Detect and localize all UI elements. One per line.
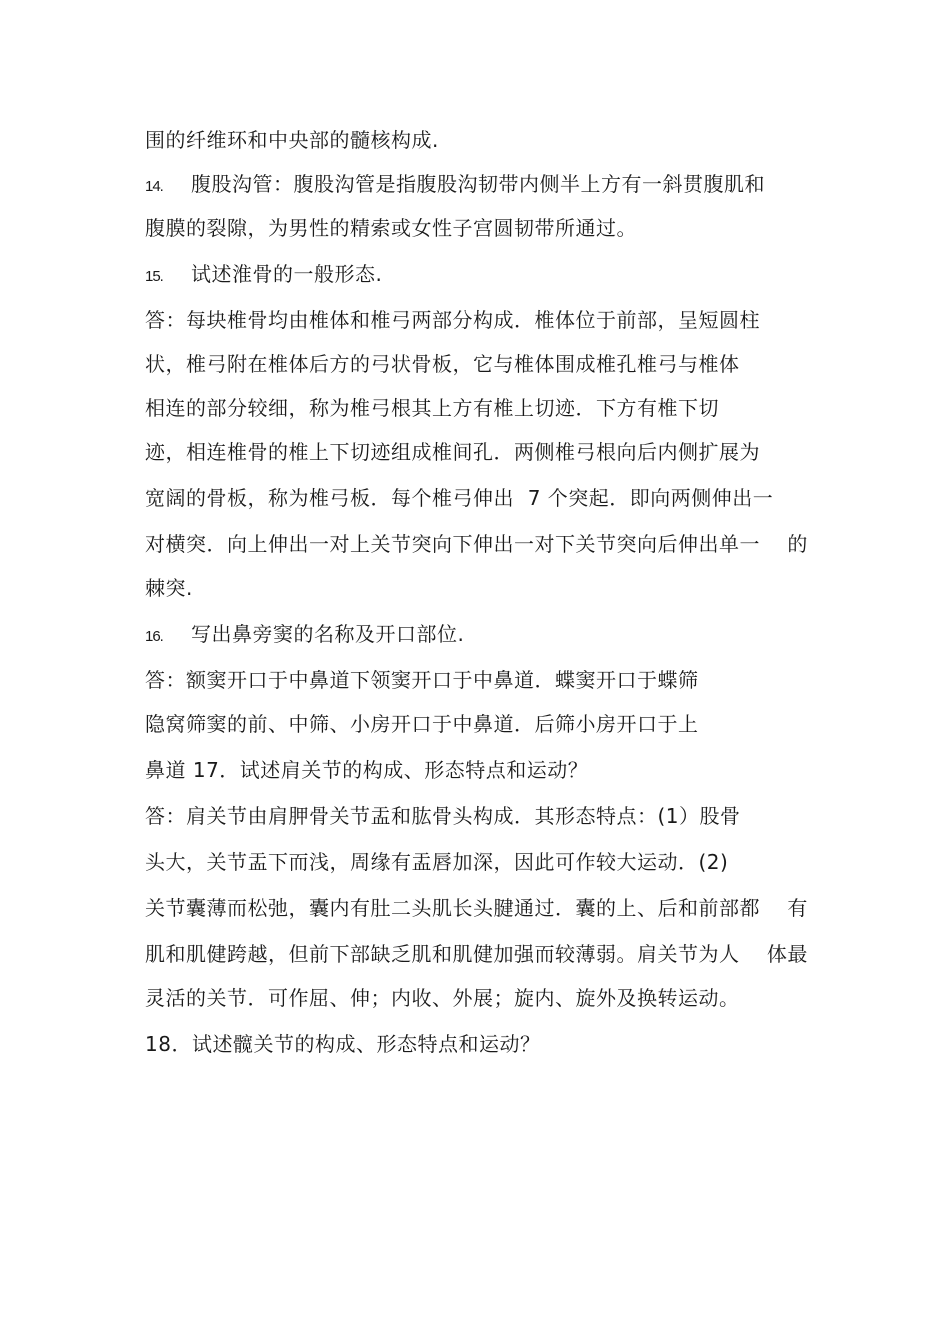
text-line: 隐窝筛窦的前、中筛、小房开口于中鼻道．后筛小房开口于上 — [145, 712, 699, 736]
text-line: 围的纤维环和中央部的髓核构成. — [145, 128, 439, 152]
text-line: 状，椎弓附在椎体后方的弓状骨板，它与椎体围成椎孔椎弓与椎体 — [145, 352, 740, 376]
text-line: 宽阔的骨板，称为椎弓板．每个椎弓伸出 7 个突起．即向两侧伸出一 — [145, 486, 774, 510]
text-line: 答：肩关节由肩胛骨关节盂和肱骨头构成．其形态特点：(1）股骨 — [145, 804, 741, 828]
item-14-line: 14. 腹股沟管：腹股沟管是指腹股沟韧带内侧半上方有一斜贯腹肌和 — [145, 170, 765, 201]
text-line: 棘突. — [145, 576, 193, 600]
text-line: 答：每块椎骨均由椎体和椎弓两部分构成．椎体位于前部，呈短圆柱 — [145, 308, 760, 332]
text-line: 答：额窦开口于中鼻道下领窦开口于中鼻道．蝶窦开口于蝶筛 — [145, 668, 699, 692]
text-line: 灵活的关节．可作屈、伸；内收、外展；旋内、旋外及换转运动。 — [145, 986, 740, 1010]
item-number: 16. — [145, 628, 163, 645]
item-16-line: 16. 写出鼻旁窦的名称及开口部位. — [145, 620, 464, 651]
text-line: 关节囊薄而松弛，囊内有肚二头肌长头腱通过．囊的上、后和前部都 有 — [145, 896, 808, 920]
text-line: 相连的部分较细，称为椎弓根其上方有椎上切迹．下方有椎下切 — [145, 396, 719, 420]
text-line: 鼻道 17．试述肩关节的构成、形态特点和运动？ — [145, 758, 589, 782]
item-number: 15. — [145, 268, 163, 285]
text-line: 迹，相连椎骨的椎上下切迹组成椎间孔．两侧椎弓根向后内侧扩展为 — [145, 440, 760, 464]
item-15-line: 15. 试述淮骨的一般形态. — [145, 260, 382, 291]
text-line: 头大，关节盂下而浅，周缘有盂唇加深，因此可作较大运动．(2) — [145, 850, 729, 874]
text-line: 对横突．向上伸出一对上关节突向下伸出一对下关节突向后伸出单一 的 — [145, 532, 808, 556]
item-number: 14. — [145, 178, 163, 195]
text-line: 腹膜的裂隙，为男性的精索或女性子宫圆韧带所通过。 — [145, 216, 637, 240]
text-line: 肌和肌健跨越，但前下部缺乏肌和肌健加强而较薄弱。肩关节为人 体最 — [145, 942, 808, 966]
text-line: 18．试述髋关节的构成、形态特点和运动？ — [145, 1032, 541, 1056]
